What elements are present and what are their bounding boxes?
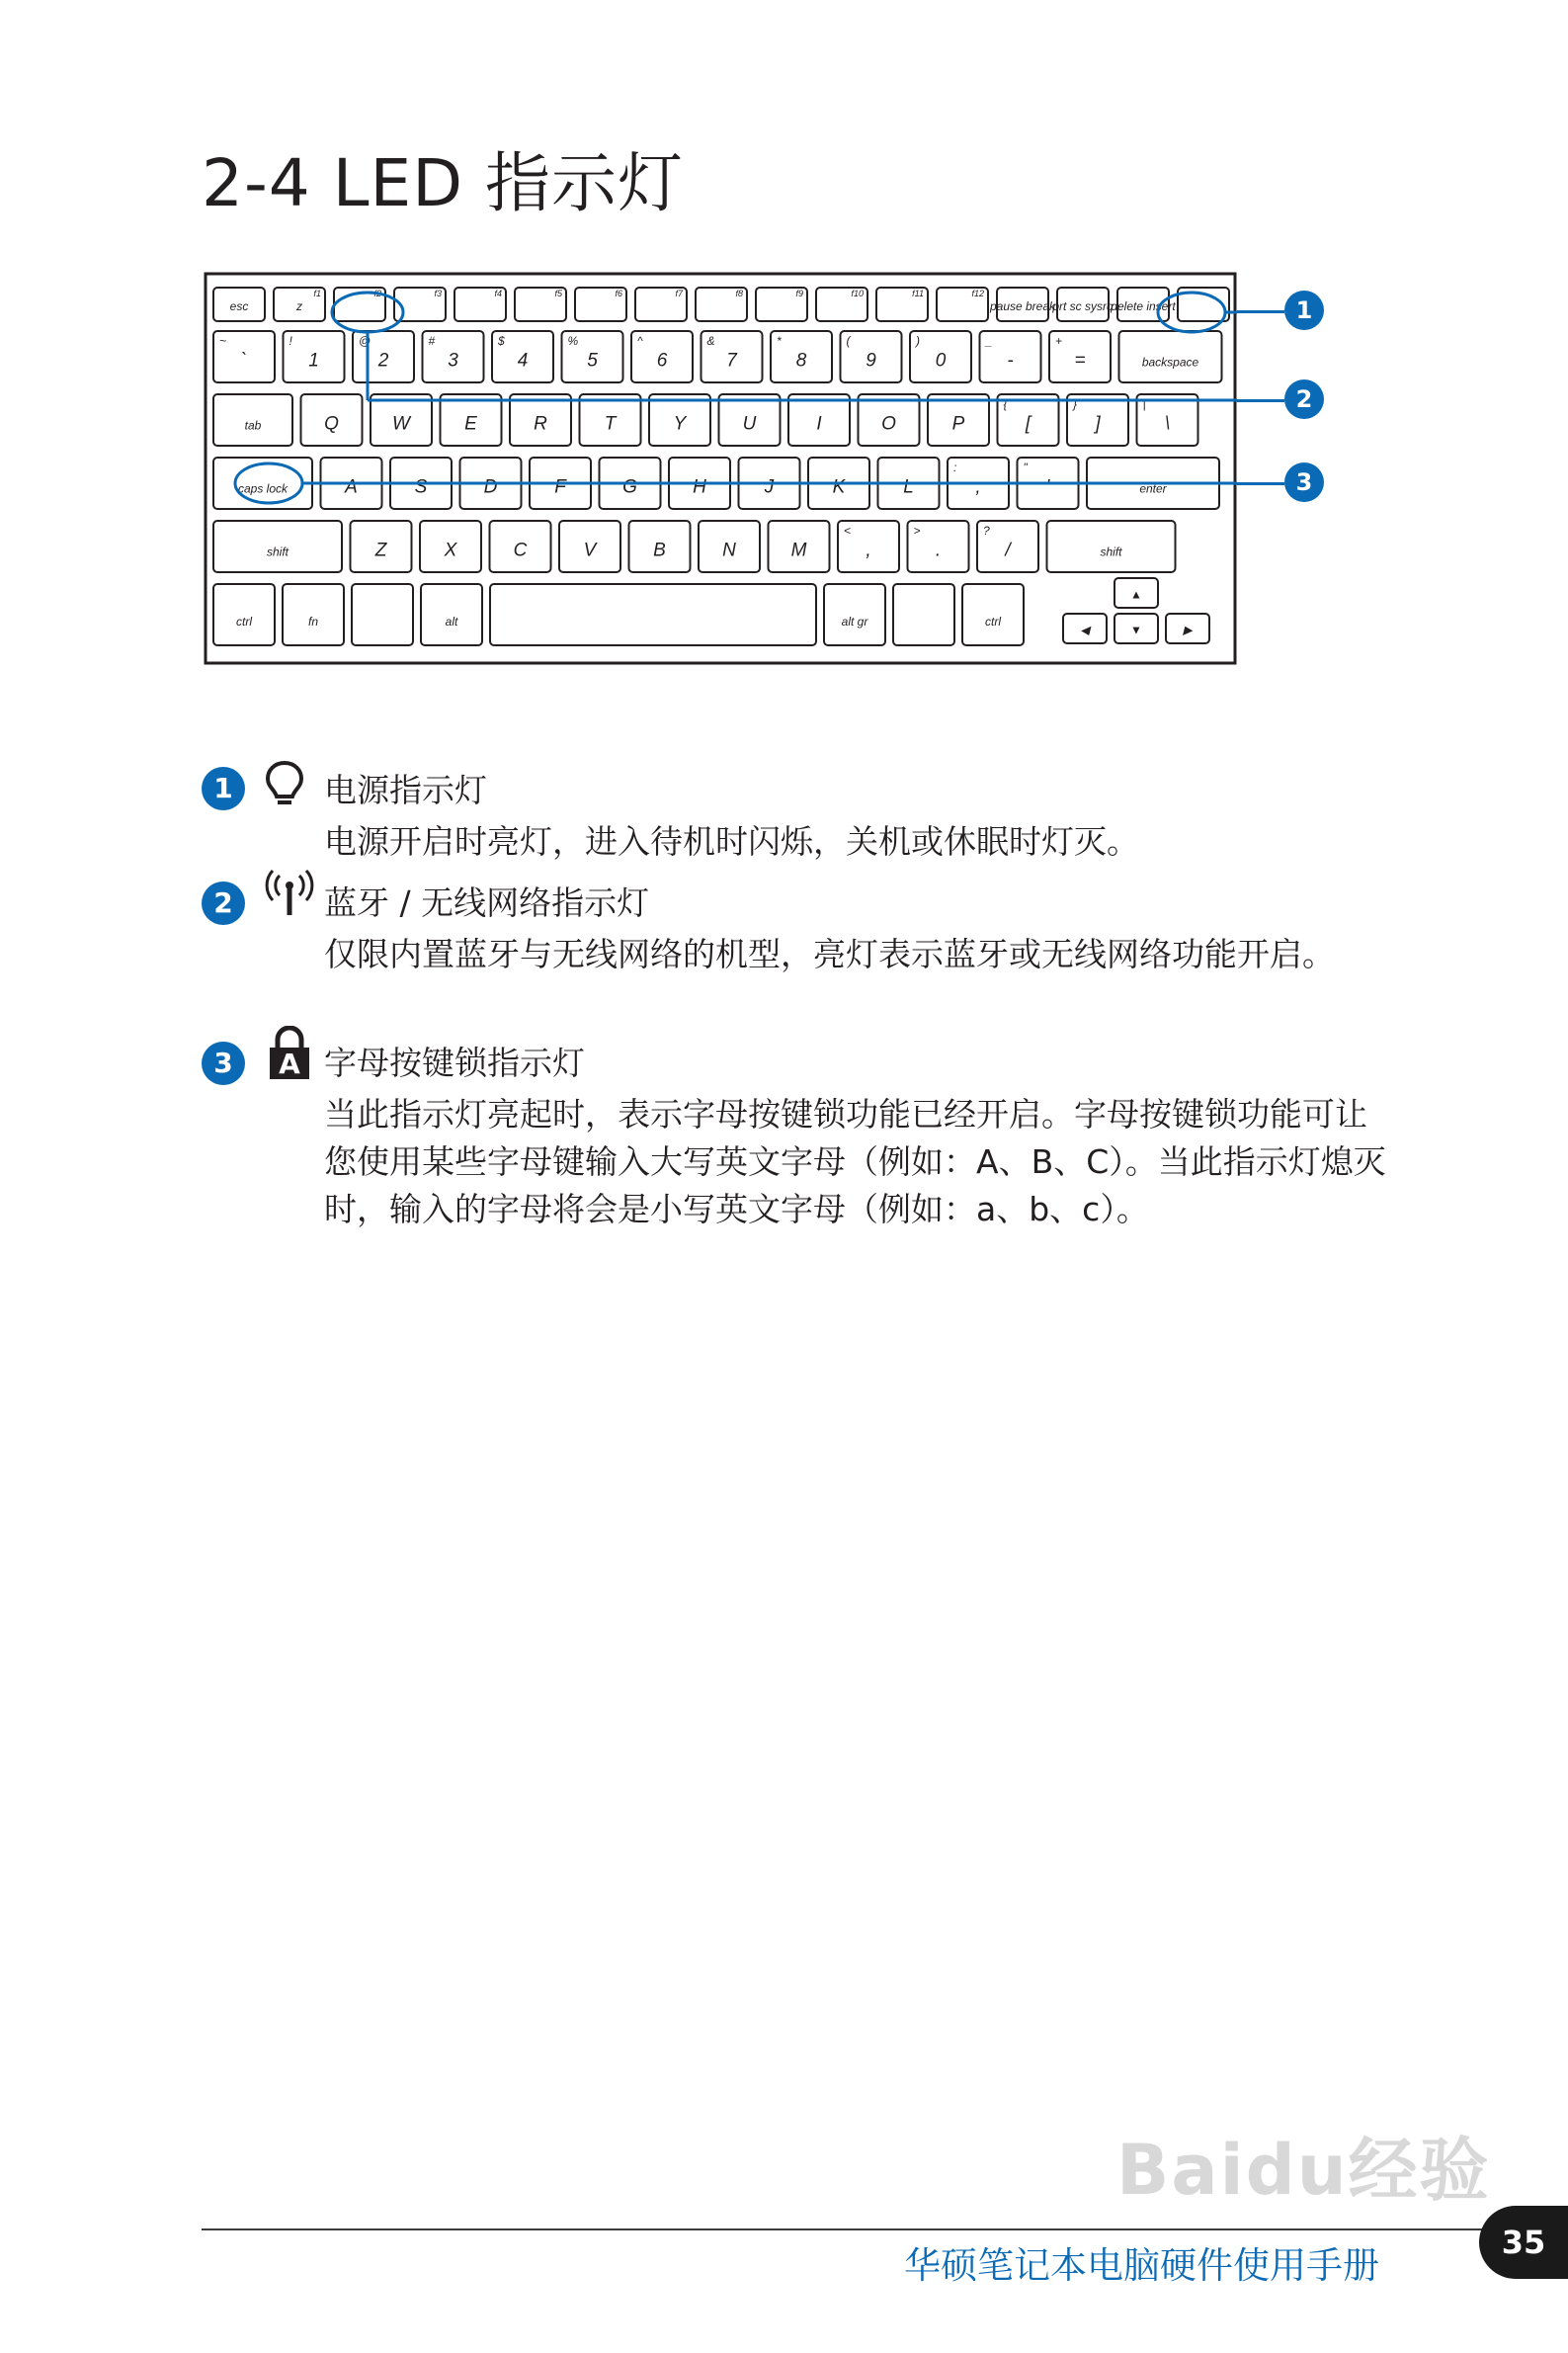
svg-text:0: 0 bbox=[935, 350, 947, 372]
svg-text:&: & bbox=[706, 334, 715, 348]
svg-text:U: U bbox=[742, 413, 757, 435]
keyboard-key bbox=[1067, 394, 1128, 446]
svg-text:X: X bbox=[444, 540, 457, 561]
callout-connector-3 bbox=[1237, 482, 1284, 485]
keyboard-key bbox=[1119, 331, 1222, 382]
svg-text:!: ! bbox=[289, 334, 292, 348]
svg-text:f9: f9 bbox=[795, 289, 803, 298]
svg-text:delete insert: delete insert bbox=[1111, 299, 1176, 314]
svg-text:7: 7 bbox=[726, 350, 737, 372]
keyboard-key bbox=[841, 331, 902, 382]
svg-text:[: [ bbox=[1025, 413, 1032, 435]
keyboard-key bbox=[213, 521, 342, 572]
keyboard-diagram bbox=[204, 272, 1237, 665]
svg-text:enter: enter bbox=[1139, 481, 1167, 496]
callout-badge-1: 1 bbox=[1284, 291, 1324, 330]
keyboard-key bbox=[962, 584, 1024, 645]
svg-text:9: 9 bbox=[866, 350, 876, 372]
keyboard-key bbox=[908, 521, 969, 572]
svg-text:f1: f1 bbox=[313, 289, 321, 298]
keyboard-key bbox=[492, 331, 553, 382]
keyboard-key bbox=[1137, 394, 1198, 446]
svg-text:{: { bbox=[1003, 397, 1008, 411]
svg-text:f12: f12 bbox=[971, 289, 984, 298]
callout-connector-1 bbox=[1237, 310, 1284, 313]
keyboard-key bbox=[838, 521, 899, 572]
svg-text:B: B bbox=[653, 540, 666, 561]
svg-text:f2: f2 bbox=[373, 289, 381, 298]
svg-text:/: / bbox=[1005, 540, 1011, 561]
keyboard-key bbox=[562, 331, 623, 382]
svg-text:ctrl: ctrl bbox=[236, 615, 252, 630]
svg-text:alt gr: alt gr bbox=[841, 615, 868, 630]
keyboard-key bbox=[928, 394, 989, 446]
keyboard-key bbox=[515, 288, 566, 321]
svg-text:": " bbox=[1023, 461, 1028, 474]
keyboard-key bbox=[1114, 614, 1158, 643]
keyboard-key bbox=[213, 584, 275, 645]
keyboard-key bbox=[701, 331, 763, 382]
keyboard-key bbox=[274, 288, 325, 321]
keyboard-key bbox=[769, 521, 830, 572]
keyboard-key bbox=[1114, 578, 1158, 608]
keyboard-key bbox=[284, 331, 345, 382]
svg-text:prt sc sysrq: prt sc sysrq bbox=[1052, 299, 1114, 314]
svg-text:▲: ▲ bbox=[1130, 587, 1142, 602]
svg-text:2: 2 bbox=[377, 350, 389, 372]
keyboard-key bbox=[441, 394, 502, 446]
svg-text:R: R bbox=[534, 413, 547, 435]
svg-text:tab: tab bbox=[244, 418, 262, 433]
keyboard-key bbox=[580, 394, 641, 446]
svg-text:,: , bbox=[866, 540, 871, 561]
svg-text:F: F bbox=[554, 476, 566, 498]
item-title: 电源指示灯 bbox=[324, 771, 487, 809]
keyboard-key bbox=[788, 394, 850, 446]
keyboard-key bbox=[351, 521, 412, 572]
keyboard-key bbox=[353, 331, 414, 382]
keyboard-key bbox=[824, 584, 885, 645]
keyboard-key bbox=[1051, 288, 1114, 321]
svg-text:f7: f7 bbox=[675, 289, 683, 298]
lightbulb-icon bbox=[263, 759, 306, 808]
svg-text:f3: f3 bbox=[434, 289, 442, 298]
svg-text:^: ^ bbox=[637, 334, 643, 348]
svg-text:H: H bbox=[693, 476, 706, 498]
item-description: 当此指示灯亮起时，表示字母按键锁功能已经开启。字母按键锁功能可让您使用某些字母键输入大写英文字母（例如：A、B、C）。当此指示灯熄灭时，输入的字母将会是小写英文字母（例如：a、b、c）。 bbox=[324, 1095, 1386, 1228]
svg-text:shift: shift bbox=[266, 545, 289, 559]
keyboard-key bbox=[980, 331, 1041, 382]
svg-text:+: + bbox=[1055, 334, 1063, 348]
watermark: Baidu经验 bbox=[1116, 2130, 1491, 2211]
keyboard-key bbox=[213, 331, 275, 382]
keyboard-key bbox=[213, 288, 265, 321]
number-badge: 1 bbox=[202, 767, 245, 810]
keyboard-key bbox=[977, 521, 1038, 572]
svg-text:\: \ bbox=[1164, 413, 1171, 435]
svg-text:esc: esc bbox=[229, 299, 249, 314]
svg-text:D: D bbox=[483, 476, 498, 498]
svg-text:~: ~ bbox=[219, 334, 227, 348]
keyboard-key bbox=[1049, 331, 1111, 382]
callout-badge-3: 3 bbox=[1284, 462, 1324, 502]
keyboard-key bbox=[629, 521, 691, 572]
svg-text:O: O bbox=[881, 413, 896, 435]
svg-text:4: 4 bbox=[517, 350, 529, 372]
svg-text:6: 6 bbox=[656, 350, 668, 372]
svg-text:caps lock: caps lock bbox=[237, 481, 289, 496]
keyboard-key bbox=[490, 521, 551, 572]
wireless-icon bbox=[263, 870, 306, 919]
keyboard-key bbox=[756, 288, 807, 321]
keyboard-key bbox=[719, 394, 781, 446]
svg-text:_: _ bbox=[985, 334, 993, 348]
keyboard-svg bbox=[204, 272, 1237, 665]
svg-text:$: $ bbox=[498, 334, 505, 348]
svg-text:3: 3 bbox=[448, 350, 458, 372]
svg-text:fn: fn bbox=[307, 615, 319, 630]
svg-text:shift: shift bbox=[1100, 545, 1122, 559]
keyboard-key bbox=[859, 394, 920, 446]
svg-text:f11: f11 bbox=[912, 289, 924, 298]
svg-text:f10: f10 bbox=[851, 289, 864, 298]
svg-text:P: P bbox=[951, 413, 965, 435]
keyboard-key bbox=[559, 521, 620, 572]
svg-text:>: > bbox=[913, 524, 921, 538]
svg-text:`: ` bbox=[240, 350, 248, 372]
keyboard-key bbox=[1047, 521, 1176, 572]
svg-text:f5: f5 bbox=[554, 289, 562, 298]
svg-text:=: = bbox=[1074, 350, 1086, 372]
svg-text:5: 5 bbox=[587, 350, 598, 372]
svg-text:): ) bbox=[916, 334, 920, 348]
keyboard-key bbox=[1166, 614, 1209, 643]
svg-text:|: | bbox=[1142, 397, 1146, 411]
keyboard-key bbox=[771, 331, 832, 382]
keyboard-key bbox=[301, 394, 363, 446]
keyboard-key bbox=[420, 521, 481, 572]
keyboard-key bbox=[490, 584, 816, 645]
callout-badge-2: 2 bbox=[1284, 379, 1324, 419]
svg-text:M: M bbox=[790, 540, 807, 561]
svg-text:A: A bbox=[279, 1048, 300, 1080]
svg-text:N: N bbox=[722, 540, 736, 561]
keyboard-key bbox=[631, 331, 693, 382]
page-title: 2-4 LED 指示灯 bbox=[202, 145, 685, 221]
keyboard-key bbox=[989, 288, 1056, 321]
svg-text:': ' bbox=[1045, 476, 1050, 498]
keyboard-key bbox=[575, 288, 626, 321]
svg-text::: : bbox=[953, 461, 957, 474]
svg-text:1: 1 bbox=[308, 350, 319, 372]
svg-text:A: A bbox=[345, 476, 358, 498]
svg-text:<: < bbox=[844, 524, 852, 538]
svg-text:f8: f8 bbox=[735, 289, 743, 298]
svg-text:;: ; bbox=[975, 476, 981, 498]
svg-text:*: * bbox=[777, 334, 782, 348]
keyboard-key bbox=[423, 331, 484, 382]
footer-divider bbox=[202, 2228, 1486, 2230]
keyboard-key bbox=[635, 288, 687, 321]
footer-title: 华硕笔记本电脑硬件使用手册 bbox=[904, 2244, 1379, 2287]
item-description: 仅限内置蓝牙与无线网络的机型，亮灯表示蓝牙或无线网络功能开启。 bbox=[324, 935, 1335, 973]
svg-text:pause break: pause break bbox=[989, 299, 1056, 314]
keyboard-key bbox=[352, 584, 413, 645]
svg-text:alt: alt bbox=[445, 615, 458, 630]
svg-text:}: } bbox=[1073, 397, 1078, 411]
svg-text:backspace: backspace bbox=[1141, 355, 1199, 370]
svg-text:L: L bbox=[903, 476, 914, 498]
svg-text:K: K bbox=[832, 476, 846, 498]
keyboard-key bbox=[937, 288, 988, 321]
item-description: 电源开启时亮灯，进入待机时闪烁，关机或休眠时灯灭。 bbox=[324, 822, 1139, 861]
svg-text:(: ( bbox=[846, 334, 851, 348]
svg-text:G: G bbox=[622, 476, 637, 498]
svg-text:S: S bbox=[414, 476, 428, 498]
svg-text:E: E bbox=[464, 413, 477, 435]
svg-text:▼: ▼ bbox=[1130, 623, 1142, 637]
keyboard-key bbox=[910, 331, 971, 382]
svg-text:ctrl: ctrl bbox=[985, 615, 1001, 630]
svg-text:C: C bbox=[513, 540, 528, 561]
callout-connector-2 bbox=[1237, 399, 1284, 402]
keyboard-key bbox=[454, 288, 506, 321]
svg-text:◀: ◀ bbox=[1080, 623, 1090, 637]
keyboard-key bbox=[649, 394, 710, 446]
svg-text:%: % bbox=[567, 334, 579, 348]
svg-text:Q: Q bbox=[324, 413, 339, 435]
svg-text:Z: Z bbox=[374, 540, 387, 561]
caps-lock-icon bbox=[267, 1026, 310, 1080]
keyboard-key bbox=[371, 394, 432, 446]
keyboard-key bbox=[1063, 614, 1107, 643]
svg-text:V: V bbox=[583, 540, 597, 561]
keyboard-key bbox=[876, 288, 928, 321]
svg-text:z: z bbox=[296, 299, 302, 314]
number-badge: 3 bbox=[202, 1042, 245, 1085]
item-title: 字母按键锁指示灯 bbox=[324, 1044, 585, 1082]
svg-text:Y: Y bbox=[673, 413, 687, 435]
svg-text:I: I bbox=[816, 413, 822, 435]
svg-text:f6: f6 bbox=[615, 289, 622, 298]
svg-text:T: T bbox=[604, 413, 617, 435]
svg-text:-: - bbox=[1007, 350, 1014, 372]
keyboard-key bbox=[213, 394, 292, 446]
svg-text:@: @ bbox=[359, 334, 371, 348]
number-badge: 2 bbox=[202, 882, 245, 925]
keyboard-key bbox=[213, 458, 312, 509]
svg-text:#: # bbox=[428, 334, 436, 348]
svg-text:?: ? bbox=[983, 524, 990, 538]
keyboard-key bbox=[699, 521, 760, 572]
keyboard-key bbox=[421, 584, 482, 645]
keyboard-key bbox=[893, 584, 954, 645]
svg-text:J: J bbox=[764, 476, 775, 498]
svg-text:8: 8 bbox=[795, 350, 807, 372]
svg-text:W: W bbox=[392, 413, 410, 435]
svg-text:.: . bbox=[935, 540, 942, 561]
svg-text:]: ] bbox=[1095, 413, 1101, 435]
keyboard-key bbox=[696, 288, 747, 321]
item-title: 蓝牙 / 无线网络指示灯 bbox=[324, 883, 650, 922]
keyboard-key bbox=[816, 288, 867, 321]
svg-text:▶: ▶ bbox=[1183, 623, 1193, 637]
keyboard-key bbox=[283, 584, 344, 645]
keyboard-key bbox=[1111, 288, 1176, 321]
svg-text:f4: f4 bbox=[494, 289, 502, 298]
keyboard-key bbox=[510, 394, 571, 446]
keyboard-key bbox=[998, 394, 1059, 446]
page-number: 35 bbox=[1479, 2206, 1568, 2279]
